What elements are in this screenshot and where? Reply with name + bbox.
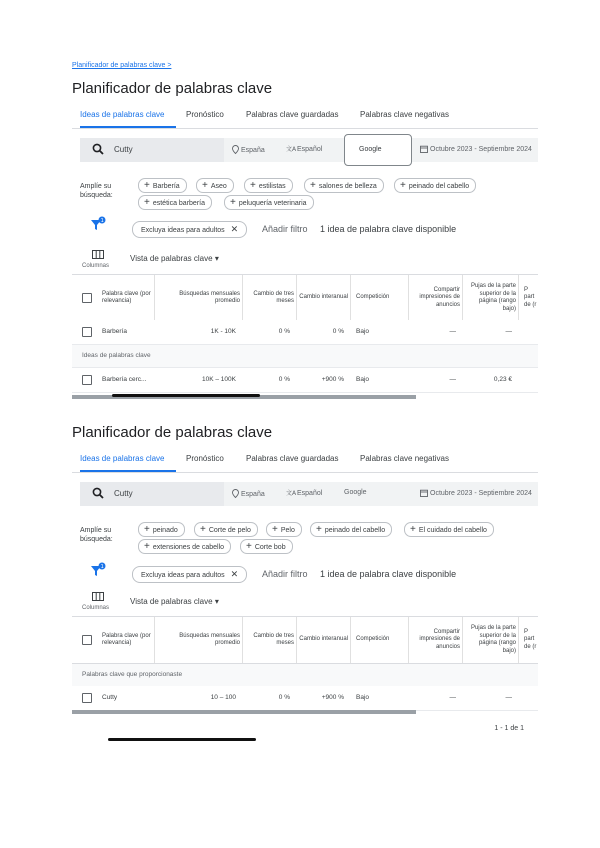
svg-text:文A: 文A (286, 490, 297, 497)
chip-corte-de-pelo[interactable]: + Corte de pelo (194, 522, 258, 537)
header-competition[interactable]: Competición (356, 294, 390, 301)
plus-icon: + (272, 524, 278, 535)
filter-count-badge: 1 (100, 218, 104, 224)
cell-share: — (449, 376, 456, 383)
plus-icon: + (400, 180, 406, 191)
header-yoy-change[interactable]: Cambio interanual (299, 636, 348, 643)
language-selector[interactable]: 文A Español (286, 146, 323, 153)
network-selector[interactable]: Google (344, 489, 367, 496)
search-box[interactable] (80, 482, 224, 506)
search-box[interactable] (80, 138, 224, 162)
cell-competition: Bajo (356, 376, 370, 383)
calendar-icon (420, 145, 428, 153)
chip-peluqueria-veterinaria[interactable]: + peluquería veterinaria (224, 195, 314, 210)
keyword-ideas-section: Ideas de palabras clave (72, 345, 538, 368)
cell-share: — (449, 694, 456, 701)
row-checkbox[interactable] (82, 693, 92, 703)
cell-yoy: +900 % (321, 376, 344, 383)
provided-keywords-section: Palabras clave que proporcionaste (72, 664, 538, 687)
chip-aseo[interactable]: + Aseo (196, 178, 234, 193)
tab-keyword-ideas[interactable]: Ideas de palabras clave (80, 110, 165, 119)
columns-icon[interactable] (92, 592, 104, 601)
view-selector[interactable]: Vista de palabras clave ▾ (130, 597, 219, 606)
cell-three-month: 0 % (278, 328, 290, 335)
plus-icon: + (202, 180, 208, 191)
tab-saved-keywords[interactable]: Palabras clave guardadas (246, 454, 339, 463)
filter-icon[interactable] (90, 562, 106, 578)
translate-icon (286, 145, 295, 153)
table-header (72, 274, 538, 322)
location-selector[interactable]: España (232, 145, 265, 154)
row-checkbox[interactable] (82, 375, 92, 385)
close-icon[interactable]: ✕ (230, 569, 239, 579)
table-row[interactable] (72, 368, 538, 393)
cell-yoy: 0 % (332, 328, 344, 335)
tab-keyword-ideas[interactable]: Ideas de palabras clave (80, 454, 165, 463)
available-count-text: 1 idea de palabra clave disponible (320, 224, 457, 234)
location-selector[interactable]: España (232, 489, 265, 498)
svg-text:文A: 文A (286, 146, 297, 153)
cell-keyword: Cutty (102, 694, 118, 701)
adult-ideas-filter[interactable]: Excluya ideas para adultos ✕ (132, 221, 247, 238)
tab-forecast[interactable]: Pronóstico (186, 110, 224, 119)
breadcrumb[interactable]: Planificador de palabras clave > (72, 62, 172, 69)
header-bid-low[interactable]: Pujas de la parte superior de la página (rango bajo) (470, 283, 516, 312)
header-monthly-searches[interactable]: Búsquedas mensuales promedio (179, 632, 240, 646)
translate-icon (286, 489, 295, 497)
dropdown-arrow-icon: ▾ (214, 254, 219, 263)
language-selector[interactable]: 文A Español (286, 490, 323, 497)
date-range-selector[interactable]: Octubre 2023 - Septiembre 2024 (420, 145, 532, 153)
plus-icon: + (200, 524, 206, 535)
screenshot-top (72, 58, 538, 400)
plus-icon: + (250, 180, 256, 191)
columns-label: Columnas (82, 263, 110, 269)
cell-bid: — (505, 694, 512, 701)
cell-monthly: 1K - 10K (210, 328, 236, 335)
chip-el-cuidado-del-cabello[interactable]: + El cuidado del cabello (404, 522, 494, 537)
columns-label: Columnas (82, 605, 110, 611)
search-input[interactable]: Cutty (114, 489, 133, 498)
filter-icon[interactable] (90, 216, 106, 232)
screenshot-bottom (72, 420, 538, 748)
header-monthly-searches[interactable]: Búsquedas mensuales promedio (179, 290, 240, 304)
filter-bar (80, 138, 538, 162)
add-filter-button[interactable]: Añadir filtro (262, 224, 308, 234)
broaden-search-label: Amplíe su búsqueda: (80, 183, 113, 199)
chip-barberia[interactable]: + Barbería (138, 178, 187, 193)
header-bid-high[interactable]: P part de (r (524, 628, 537, 650)
plus-icon: + (230, 197, 236, 208)
tab-forecast[interactable]: Pronóstico (186, 454, 224, 463)
plus-icon: + (316, 524, 322, 535)
plus-icon: + (144, 541, 150, 552)
cell-yoy: +900 % (321, 694, 344, 701)
table-header (72, 616, 538, 664)
header-three-month-change[interactable]: Cambio de tres meses (253, 632, 294, 646)
cell-keyword: Barbería (102, 328, 127, 335)
plus-icon: + (310, 180, 316, 191)
chip-peinado[interactable]: + peinado (138, 522, 185, 537)
chip-peinado-del-cabello[interactable]: + peinado del cabello (394, 178, 476, 193)
chip-salones-de-belleza[interactable]: + salones de belleza (304, 178, 384, 193)
home-indicator (112, 394, 260, 397)
table-row[interactable] (72, 686, 538, 711)
cell-keyword: Barbería cerc... (102, 376, 147, 383)
page-title: Planificador de palabras clave (72, 80, 273, 97)
tab-negative-keywords[interactable]: Palabras clave negativas (360, 110, 449, 119)
tab-divider (72, 128, 538, 129)
chip-pelo[interactable]: + Pelo (266, 522, 302, 537)
select-all-checkbox[interactable] (82, 635, 92, 645)
chip-corte-bob[interactable]: + Corte bob (240, 539, 293, 554)
chip-peinado-del-cabello[interactable]: + peinado del cabello (310, 522, 392, 537)
tab-divider (72, 472, 538, 473)
cell-bid: 0,23 € (493, 376, 512, 383)
header-bid-low[interactable]: Pujas de la parte superior de la página (rango bajo) (470, 625, 516, 654)
search-icon (92, 143, 104, 155)
adult-ideas-filter[interactable]: Excluya ideas para adultos ✕ (132, 566, 247, 583)
plus-icon: + (144, 524, 150, 535)
cell-monthly: 10K – 100K (202, 376, 236, 383)
cell-competition: Bajo (356, 328, 370, 335)
header-keyword[interactable]: Palabra clave (por relevancia) (102, 290, 151, 304)
home-indicator (108, 738, 256, 741)
date-range-selector[interactable]: Octubre 2023 - Septiembre 2024 (420, 489, 532, 497)
broaden-search-label: Amplíe su búsqueda: (80, 527, 113, 543)
add-filter-button[interactable]: Añadir filtro (262, 569, 308, 579)
header-three-month-change[interactable]: Cambio de tres meses (253, 290, 294, 304)
table-row[interactable] (72, 320, 538, 345)
tab-negative-keywords[interactable]: Palabras clave negativas (360, 454, 449, 463)
plus-icon: + (246, 541, 252, 552)
pagination-text: 1 - 1 de 1 (494, 725, 524, 732)
tab-saved-keywords[interactable]: Palabras clave guardadas (246, 110, 339, 119)
search-icon (92, 487, 104, 499)
cell-monthly: 10 – 100 (210, 694, 236, 701)
chip-estilistas[interactable]: + estilistas (244, 178, 293, 193)
cell-share: — (449, 328, 456, 335)
dropdown-arrow-icon: ▾ (214, 597, 219, 606)
location-pin-icon (232, 489, 239, 498)
horizontal-scrollbar[interactable] (72, 710, 416, 714)
select-all-checkbox[interactable] (82, 293, 92, 303)
available-count-text: 1 idea de palabra clave disponible (320, 569, 457, 579)
filter-bar (80, 482, 538, 506)
cell-three-month: 0 % (278, 376, 290, 383)
chip-extensiones-de-cabello[interactable]: + extensiones de cabello (138, 539, 231, 554)
network-selector[interactable]: Google (344, 134, 412, 166)
row-checkbox[interactable] (82, 327, 92, 337)
cell-bid: — (505, 328, 512, 335)
page-title: Planificador de palabras clave (72, 424, 273, 441)
cell-three-month: 0 % (278, 694, 290, 701)
chip-estetica-barberia[interactable]: + estética barbería (138, 195, 212, 210)
filter-count-badge: 1 (100, 564, 104, 570)
header-bid-high[interactable]: P part de (r (524, 286, 537, 308)
search-input[interactable]: Cutty (114, 145, 133, 154)
plus-icon: + (144, 197, 150, 208)
columns-icon[interactable] (92, 250, 104, 259)
location-pin-icon (232, 145, 239, 154)
cell-competition: Bajo (356, 694, 370, 701)
plus-icon: + (144, 180, 150, 191)
header-keyword[interactable]: Palabra clave (por relevancia) (102, 632, 151, 646)
header-impression-share[interactable]: Compartir impresiones de anuncios (419, 628, 460, 650)
close-icon[interactable]: ✕ (230, 224, 239, 234)
header-competition[interactable]: Competición (356, 636, 390, 643)
header-yoy-change[interactable]: Cambio interanual (299, 294, 348, 301)
view-selector[interactable]: Vista de palabras clave ▾ (130, 254, 219, 263)
calendar-icon (420, 489, 428, 497)
header-impression-share[interactable]: Compartir impresiones de anuncios (419, 286, 460, 308)
plus-icon: + (410, 524, 416, 535)
